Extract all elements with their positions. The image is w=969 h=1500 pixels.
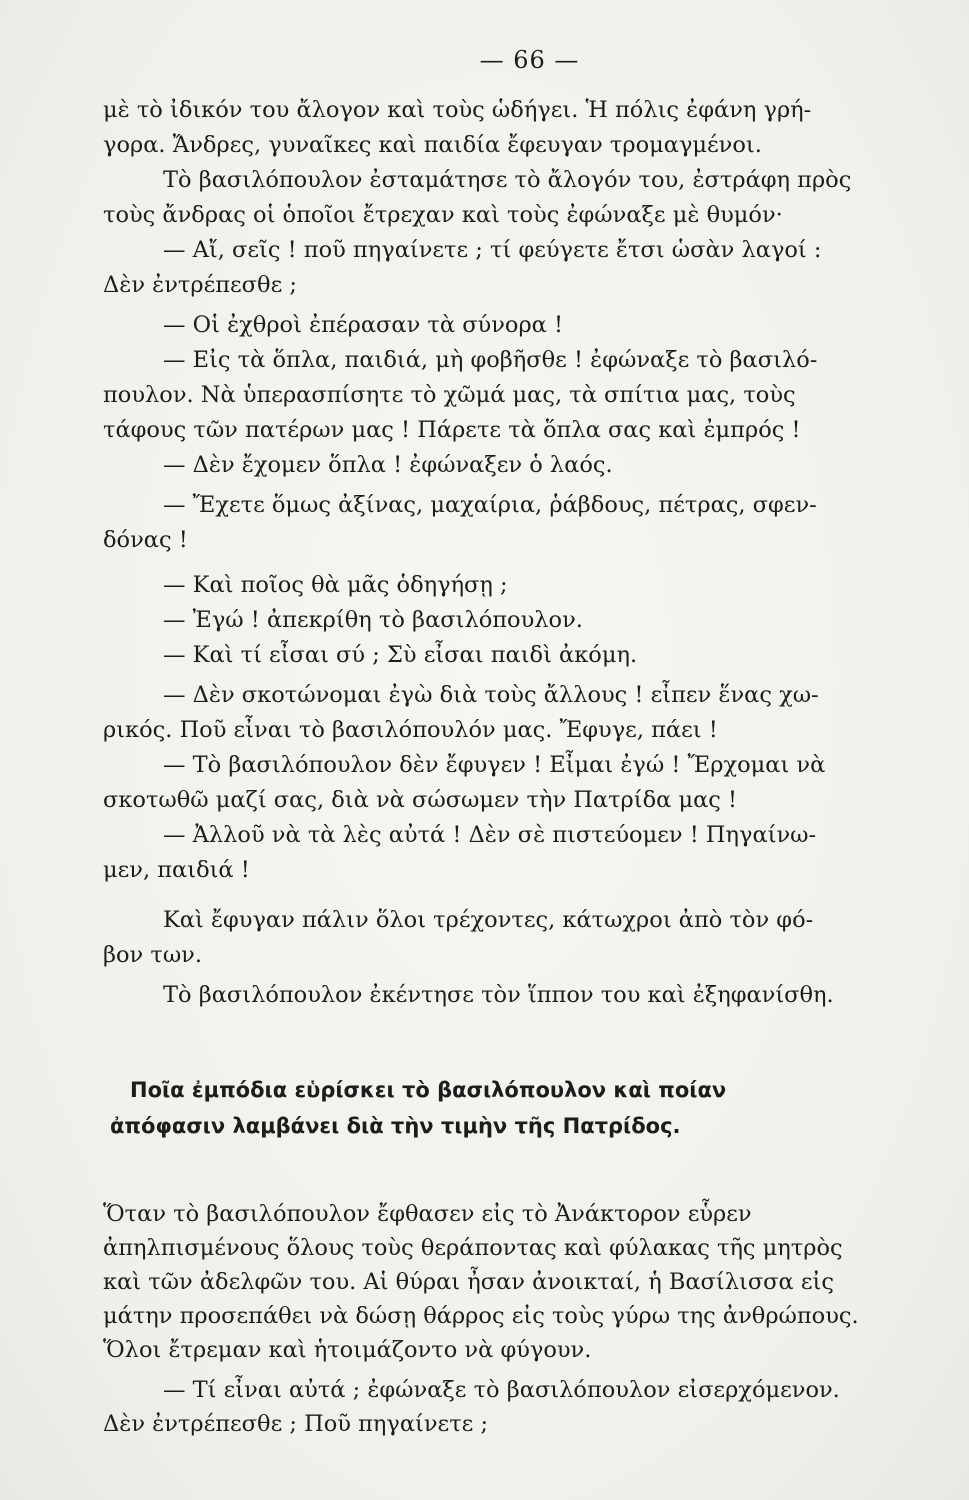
text-line: καὶ τῶν ἀδελφῶν του. Αἱ θύραι ἦσαν ἀνοικταί, ἡ Βασίλισσα εἰς: [103, 1269, 834, 1295]
text-line: ρικός. Ποῦ εἶναι τὸ βασιλόπουλόν μας. Ἔφυγε, πάει !: [103, 717, 718, 743]
text-line: μάτην προσεπάθει νὰ δώσῃ θάρρος εἰς τοὺς γύρω της ἀνθρώπους.: [103, 1303, 859, 1329]
text-line: Δὲν ἐντρέπεσθε ;: [103, 272, 297, 298]
text-line: — Δὲν ἔχομεν ὅπλα ! ἐφώναξεν ὁ λαός.: [163, 452, 613, 478]
text-line: — Ἔχετε ὅμως ἀξίνας, μαχαίρια, ῥάβδους, πέτρας, σφεν-: [163, 492, 817, 518]
text-line: Καὶ ἔφυγαν πάλιν ὅλοι τρέχοντες, κάτωχροι ἀπὸ τὸν φό-: [163, 907, 814, 933]
text-line: — Εἰς τὰ ὅπλα, παιδιά, μὴ φοβῆσθε ! ἐφώναξε τὸ βασιλό-: [163, 347, 818, 373]
page-number: — 66 —: [479, 46, 580, 74]
heading-line: Ποῖα ἐμπόδια εὑρίσκει τὸ βασιλόπουλον καὶ ποίαν: [130, 1078, 727, 1102]
text-line: μὲ τὸ ἰδικόν του ἄλογον καὶ τοὺς ὡδήγει. Ἡ πόλις ἐφάνη γρή-: [103, 97, 812, 123]
text-line: πουλον. Νὰ ὑπερασπίσητε τὸ χῶμά μας, τὰ σπίτια μας, τοὺς: [103, 382, 796, 408]
text-line: ἀπηλπισμένους ὅλους τοὺς θεράποντας καὶ φύλακας τῆς μητρὸς: [103, 1235, 843, 1261]
text-line: Ὅταν τὸ βασιλόπουλον ἔφθασεν εἰς τὸ Ἀνάκτορον εὗρεν: [103, 1201, 752, 1227]
text-line: σκοτωθῶ μαζί σας, διὰ νὰ σώσωμεν τὴν Πατρίδα μας !: [103, 787, 738, 813]
text-line: — Ἀλλοῦ νὰ τὰ λὲς αὐτά ! Δὲν σὲ πιστεύομεν ! Πηγαίνω-: [163, 822, 817, 848]
text-line: — Τί εἶναι αὐτά ; ἐφώναξε τὸ βασιλόπουλον εἰσερχόμενον.: [163, 1377, 840, 1403]
text-line: — Τὸ βασιλόπουλον δὲν ἔφυγεν ! Εἶμαι ἐγώ ! Ἔρχομαι νὰ: [163, 752, 826, 778]
text-line: μεν, παιδιά !: [103, 857, 250, 883]
text-line: γορα. Ἄνδρες, γυναῖκες καὶ παιδία ἔφευγαν τρομαγμένοι.: [103, 132, 762, 158]
heading-line: ἀπόφασιν λαμβάνει διὰ τὴν τιμὴν τῆς Πατρίδος.: [110, 1114, 681, 1138]
text-line: δόνας !: [103, 527, 188, 553]
text-line: Τὸ βασιλόπουλον ἐκέντησε τὸν ἵππον του καὶ ἐξηφανίσθη.: [163, 982, 834, 1008]
text-line: τοὺς ἄνδρας οἱ ὁποῖοι ἔτρεχαν καὶ τοὺς ἐφώναξε μὲ θυμόν·: [103, 202, 783, 228]
text-line: τάφους τῶν πατέρων μας ! Πάρετε τὰ ὅπλα σας καὶ ἐμπρός !: [103, 417, 801, 443]
text-line: Τὸ βασιλόπουλον ἐσταμάτησε τὸ ἄλογόν του, ἐστράφη πρὸς: [163, 167, 852, 193]
text-line: Δὲν ἐντρέπεσθε ; Ποῦ πηγαίνετε ;: [103, 1411, 489, 1437]
text-line: βον των.: [103, 942, 203, 968]
text-line: — Αἴ, σεῖς ! ποῦ πηγαίνετε ; τί φεύγετε ἔτσι ὡσὰν λαγοί :: [163, 237, 822, 263]
text-line: — Οἱ ἐχθροὶ ἐπέρασαν τὰ σύνορα !: [163, 312, 564, 338]
text-line: Ὅλοι ἔτρεμαν καὶ ἡτοιμάζοντο νὰ φύγουν.: [103, 1337, 592, 1363]
text-line: — Ἐγώ ! ἀπεκρίθη τὸ βασιλόπουλον.: [163, 607, 583, 633]
text-line: — Δὲν σκοτώνομαι ἐγὼ διὰ τοὺς ἄλλους ! εἶπεν ἕνας χω-: [163, 682, 819, 708]
text-line: — Καὶ ποῖος θὰ μᾶς ὁδηγήσῃ ;: [163, 572, 508, 598]
text-line: — Καὶ τί εἶσαι σύ ; Σὺ εἶσαι παιδὶ ἀκόμη.: [163, 642, 638, 668]
